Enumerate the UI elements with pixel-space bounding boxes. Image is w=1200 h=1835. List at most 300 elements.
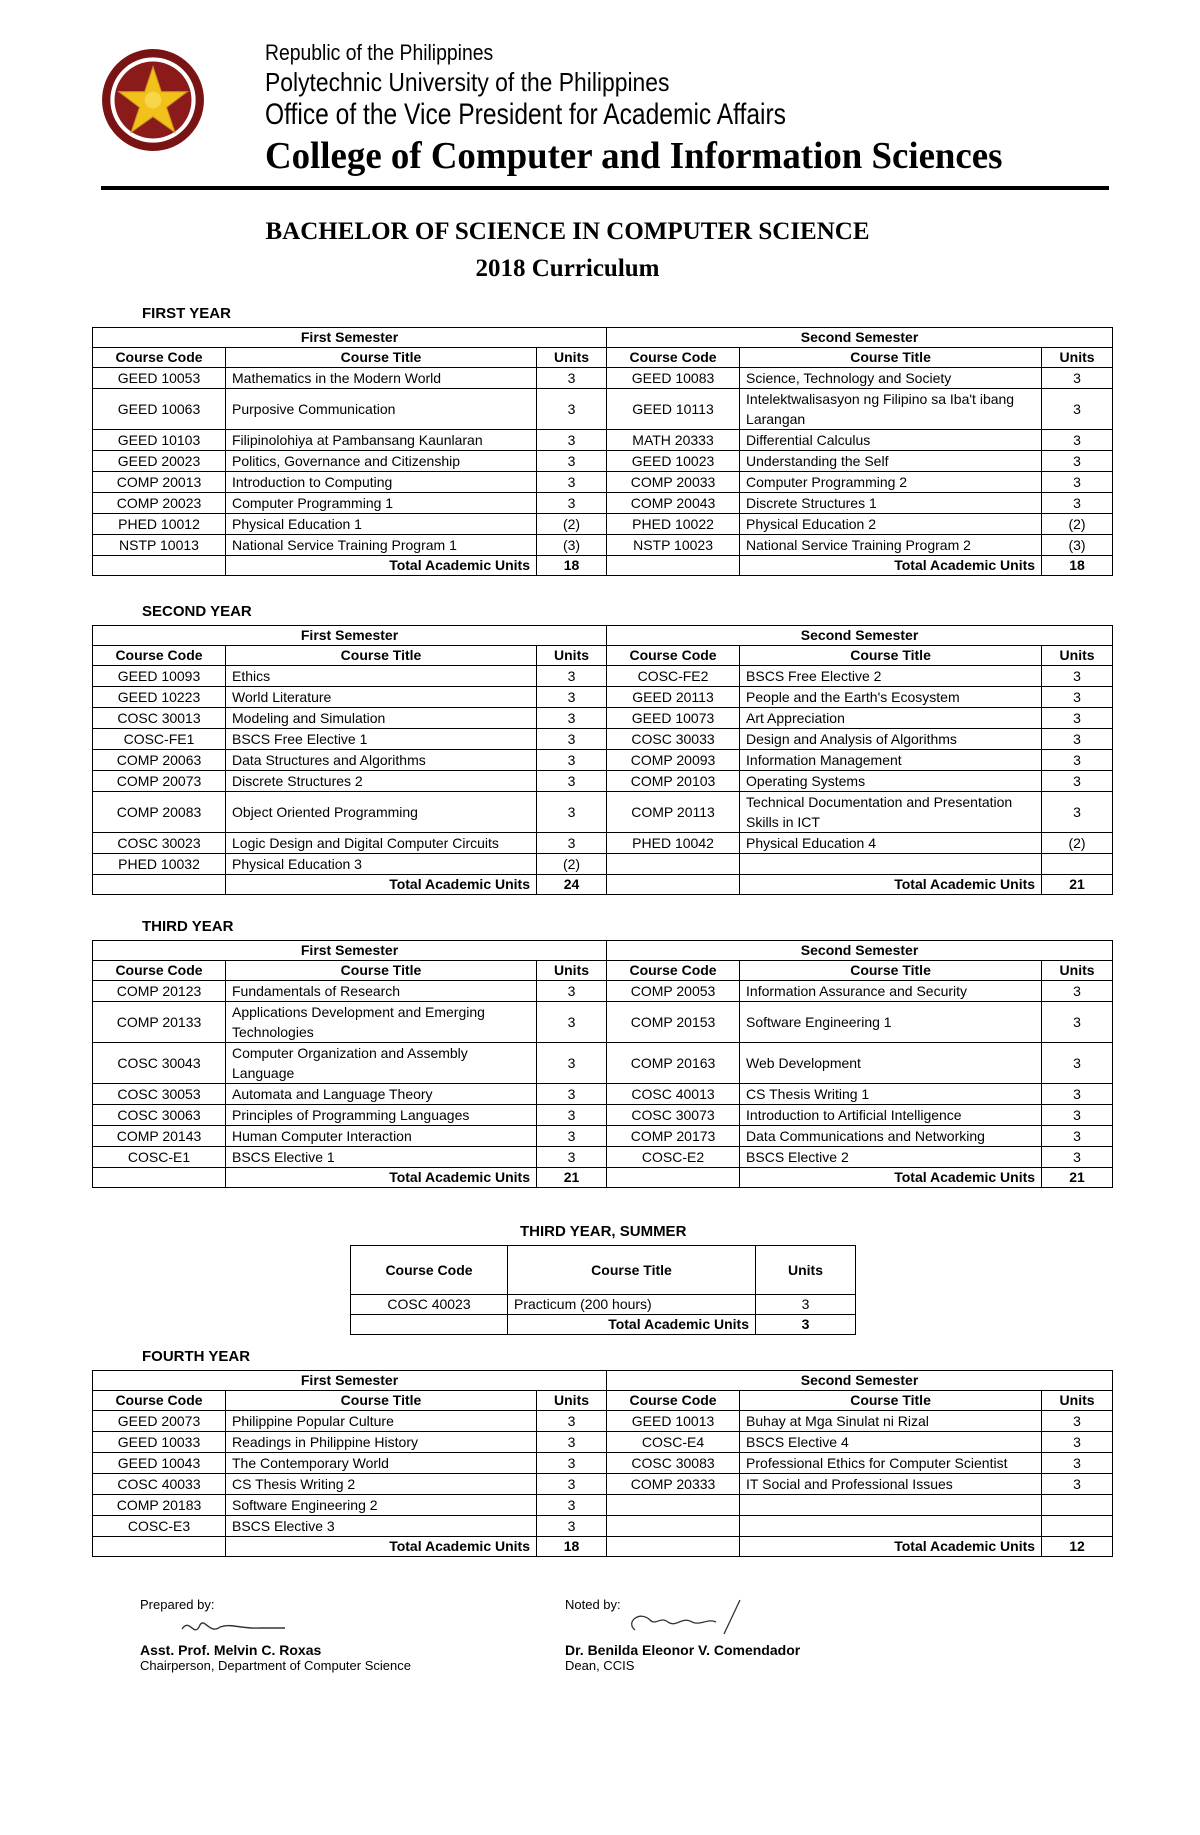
course-code: PHED 10042 <box>607 833 740 854</box>
year-label: FIRST YEAR <box>142 305 231 322</box>
table-row <box>93 687 1113 708</box>
course-units: 3 <box>1042 1043 1113 1084</box>
summer-label: THIRD YEAR, SUMMER <box>520 1223 687 1240</box>
total-units: 21 <box>537 1168 607 1188</box>
course-units: 3 <box>1042 771 1113 792</box>
course-title <box>740 854 1042 875</box>
course-code: GEED 10223 <box>93 687 226 708</box>
course-title: National Service Training Program 1 <box>226 535 537 556</box>
units-header: Units <box>1042 961 1113 981</box>
total-units: 24 <box>537 875 607 895</box>
total-units: 21 <box>1042 1168 1113 1188</box>
course-title: Readings in Philippine History <box>226 1432 537 1453</box>
course-title: Physical Education 2 <box>740 514 1042 535</box>
course-title <box>740 1516 1042 1537</box>
table-row <box>93 472 1113 493</box>
table-row <box>93 514 1113 535</box>
course-title: Ethics <box>226 666 537 687</box>
course-title: Art Appreciation <box>740 708 1042 729</box>
title-header: Course Title <box>226 348 537 368</box>
course-units: 3 <box>537 1126 607 1147</box>
course-title: Modeling and Simulation <box>226 708 537 729</box>
course-title: Computer Organization and Assembly Language <box>226 1043 537 1084</box>
course-title: Discrete Structures 1 <box>740 493 1042 514</box>
course-title: Design and Analysis of Algorithms <box>740 729 1042 750</box>
course-units: 3 <box>1042 1126 1113 1147</box>
course-code: GEED 10103 <box>93 430 226 451</box>
header-rule <box>101 186 1109 190</box>
code-header: Course Code <box>93 646 226 666</box>
course-units: 3 <box>1042 687 1113 708</box>
course-code: GEED 10043 <box>93 1453 226 1474</box>
table-row <box>93 451 1113 472</box>
course-units: 3 <box>1042 1002 1113 1043</box>
course-code: COSC-FE1 <box>93 729 226 750</box>
total-label: Total Academic Units <box>740 1168 1042 1188</box>
course-code: GEED 10073 <box>607 708 740 729</box>
table-row <box>93 430 1113 451</box>
summer-units-header: Units <box>756 1246 856 1295</box>
course-code: GEED 10033 <box>93 1432 226 1453</box>
course-code: GEED 10083 <box>607 368 740 389</box>
course-code: GEED 20113 <box>607 687 740 708</box>
course-units: 3 <box>537 687 607 708</box>
course-title: BSCS Free Elective 1 <box>226 729 537 750</box>
course-units: 3 <box>1042 1432 1113 1453</box>
code-header: Course Code <box>607 1391 740 1411</box>
total-label: Total Academic Units <box>740 1537 1042 1557</box>
course-units: 3 <box>537 1453 607 1474</box>
course-code: COMP 20043 <box>607 493 740 514</box>
course-code: COSC-E2 <box>607 1147 740 1168</box>
units-header: Units <box>537 961 607 981</box>
course-units: 3 <box>1042 708 1113 729</box>
course-title: Software Engineering 1 <box>740 1002 1042 1043</box>
course-code: COSC 30013 <box>93 708 226 729</box>
office-name: Office of the Vice President for Academic Affairs <box>265 98 786 131</box>
table-row <box>351 1295 856 1315</box>
first-semester-header: First Semester <box>93 941 607 961</box>
course-code: COSC 30023 <box>93 833 226 854</box>
course-title: CS Thesis Writing 1 <box>740 1084 1042 1105</box>
table-row <box>93 1516 1113 1537</box>
noted-by-block <box>565 1597 800 1673</box>
course-code: COMP 20063 <box>93 750 226 771</box>
course-units: 3 <box>1042 1474 1113 1495</box>
table-row <box>93 1043 1113 1084</box>
course-title: Philippine Popular Culture <box>226 1411 537 1432</box>
course-units: 3 <box>1042 472 1113 493</box>
course-code: COMP 20073 <box>93 771 226 792</box>
course-code: COSC 30033 <box>607 729 740 750</box>
letterhead <box>95 40 1115 190</box>
prepared-label: Prepared by: <box>140 1597 215 1612</box>
total-units: 3 <box>756 1315 856 1335</box>
course-units <box>1042 1495 1113 1516</box>
total-units: 21 <box>1042 875 1113 895</box>
title-header: Course Title <box>740 961 1042 981</box>
course-units: 3 <box>1042 666 1113 687</box>
course-units: 3 <box>537 1432 607 1453</box>
title-header: Course Title <box>226 646 537 666</box>
course-title: BSCS Elective 2 <box>740 1147 1042 1168</box>
table-row <box>93 729 1113 750</box>
course-title: Discrete Structures 2 <box>226 771 537 792</box>
code-header: Course Code <box>93 1391 226 1411</box>
course-code: GEED 10113 <box>607 389 740 430</box>
course-units: 3 <box>1042 981 1113 1002</box>
course-code: GEED 10063 <box>93 389 226 430</box>
course-units: 3 <box>1042 1147 1113 1168</box>
course-code: COMP 20013 <box>93 472 226 493</box>
course-code: COSC-E4 <box>607 1432 740 1453</box>
course-units: 3 <box>537 430 607 451</box>
course-title: Purposive Communication <box>226 389 537 430</box>
course-units <box>1042 1516 1113 1537</box>
total-row <box>93 556 1113 576</box>
course-title: Buhay at Mga Sinulat ni Rizal <box>740 1411 1042 1432</box>
course-title: Introduction to Computing <box>226 472 537 493</box>
republic-line: Republic of the Philippines <box>265 40 494 65</box>
university-name: Polytechnic University of the Philippines <box>265 67 670 97</box>
course-units: 3 <box>1042 750 1113 771</box>
course-units: 3 <box>1042 451 1113 472</box>
course-units: (2) <box>537 854 607 875</box>
course-title: BSCS Elective 1 <box>226 1147 537 1168</box>
signature-mark-icon <box>180 1611 290 1641</box>
course-units: 3 <box>537 451 607 472</box>
course-units: 3 <box>537 981 607 1002</box>
course-title: Computer Programming 1 <box>226 493 537 514</box>
document-subtitle: 2018 Curriculum <box>475 255 660 282</box>
title-header: Course Title <box>740 1391 1042 1411</box>
course-code <box>607 854 740 875</box>
total-units: 12 <box>1042 1537 1113 1557</box>
first-semester-header: First Semester <box>93 1371 607 1391</box>
course-code: COMP 20153 <box>607 1002 740 1043</box>
course-code: NSTP 10013 <box>93 535 226 556</box>
course-code: COSC 30073 <box>607 1105 740 1126</box>
course-units: 3 <box>537 389 607 430</box>
course-units <box>1042 854 1113 875</box>
course-code: GEED 10053 <box>93 368 226 389</box>
table-row <box>93 1432 1113 1453</box>
course-title: BSCS Free Elective 2 <box>740 666 1042 687</box>
units-header: Units <box>537 348 607 368</box>
signature-mark-icon <box>620 1592 800 1637</box>
course-title: IT Social and Professional Issues <box>740 1474 1042 1495</box>
course-units: 3 <box>1042 389 1113 430</box>
course-units: 3 <box>537 1495 607 1516</box>
table-row <box>93 792 1113 833</box>
code-header: Course Code <box>93 961 226 981</box>
course-code: COMP 20133 <box>93 1002 226 1043</box>
course-units: 3 <box>537 472 607 493</box>
course-code: COSC 30053 <box>93 1084 226 1105</box>
course-code: COSC 40033 <box>93 1474 226 1495</box>
course-title: Information Management <box>740 750 1042 771</box>
table-row <box>93 1453 1113 1474</box>
course-code: GEED 20023 <box>93 451 226 472</box>
course-code: COMP 20123 <box>93 981 226 1002</box>
course-units: 3 <box>537 1105 607 1126</box>
course-units: 3 <box>537 493 607 514</box>
course-code <box>607 1495 740 1516</box>
course-title: CS Thesis Writing 2 <box>226 1474 537 1495</box>
course-units: 3 <box>537 771 607 792</box>
course-code: COSC-FE2 <box>607 666 740 687</box>
second-semester-header: Second Semester <box>607 626 1113 646</box>
table-row <box>93 1084 1113 1105</box>
prepared-by-block <box>140 1597 411 1673</box>
course-code: COMP 20103 <box>607 771 740 792</box>
year-label: FOURTH YEAR <box>142 1348 251 1365</box>
table-row <box>93 1002 1113 1043</box>
total-label: Total Academic Units <box>740 556 1042 576</box>
noted-role: Dean, CCIS <box>565 1658 635 1673</box>
title-header: Course Title <box>740 646 1042 666</box>
total-row <box>93 1168 1113 1188</box>
course-units: 3 <box>537 1474 607 1495</box>
first-semester-header: First Semester <box>93 328 607 348</box>
total-units: 18 <box>537 556 607 576</box>
course-code: PHED 10032 <box>93 854 226 875</box>
units-header: Units <box>537 646 607 666</box>
course-code: COMP 20143 <box>93 1126 226 1147</box>
title-header: Course Title <box>226 1391 537 1411</box>
course-units: 3 <box>1042 1084 1113 1105</box>
course-title: Mathematics in the Modern World <box>226 368 537 389</box>
table-row <box>93 389 1113 430</box>
course-code: PHED 10012 <box>93 514 226 535</box>
course-code: COMP 20023 <box>93 493 226 514</box>
course-title: Information Assurance and Security <box>740 981 1042 1002</box>
course-title: BSCS Elective 3 <box>226 1516 537 1537</box>
course-title: People and the Earth's Ecosystem <box>740 687 1042 708</box>
table-row <box>93 493 1113 514</box>
total-label: Total Academic Units <box>226 1537 537 1557</box>
total-row <box>93 1537 1113 1557</box>
course-units: 3 <box>537 833 607 854</box>
university-seal-icon <box>101 48 205 152</box>
course-units: 3 <box>537 1043 607 1084</box>
course-units: 3 <box>537 1084 607 1105</box>
course-title: Applications Development and Emerging Technologies <box>226 1002 537 1043</box>
course-title: Logic Design and Digital Computer Circuits <box>226 833 537 854</box>
course-units: 3 <box>537 1002 607 1043</box>
course-units: 3 <box>1042 430 1113 451</box>
course-title: Web Development <box>740 1043 1042 1084</box>
total-row <box>351 1315 856 1335</box>
code-header: Course Code <box>93 348 226 368</box>
course-units: 3 <box>537 708 607 729</box>
course-code: COMP 20033 <box>607 472 740 493</box>
summer-code-header: Course Code <box>351 1246 508 1295</box>
course-code: COSC 30043 <box>93 1043 226 1084</box>
course-title: Technical Documentation and Presentation Skills in ICT <box>740 792 1042 833</box>
course-code: GEED 10093 <box>93 666 226 687</box>
course-title: Computer Programming 2 <box>740 472 1042 493</box>
course-units: 3 <box>537 1147 607 1168</box>
course-title: Filipinolohiya at Pambansang Kaunlaran <box>226 430 537 451</box>
table-row <box>93 1105 1113 1126</box>
total-row <box>93 875 1113 895</box>
table-row <box>93 1411 1113 1432</box>
course-units: 3 <box>1042 1411 1113 1432</box>
course-title: Physical Education 4 <box>740 833 1042 854</box>
course-code: COMP 20083 <box>93 792 226 833</box>
course-title: Practicum (200 hours) <box>508 1295 756 1315</box>
course-title: Fundamentals of Research <box>226 981 537 1002</box>
noted-label: Noted by: <box>565 1597 621 1612</box>
course-code: COMP 20093 <box>607 750 740 771</box>
course-units: (3) <box>1042 535 1113 556</box>
course-units: 3 <box>537 750 607 771</box>
course-units: (2) <box>537 514 607 535</box>
table-row <box>93 1495 1113 1516</box>
second-semester-header: Second Semester <box>607 1371 1113 1391</box>
course-units: 3 <box>537 1411 607 1432</box>
curriculum-table <box>92 940 1113 1188</box>
course-units: 3 <box>537 666 607 687</box>
course-code: COSC 30063 <box>93 1105 226 1126</box>
course-code: GEED 10013 <box>607 1411 740 1432</box>
total-label: Total Academic Units <box>226 1168 537 1188</box>
units-header: Units <box>537 1391 607 1411</box>
course-code: COMP 20113 <box>607 792 740 833</box>
table-row <box>93 1147 1113 1168</box>
table-row <box>93 535 1113 556</box>
second-semester-header: Second Semester <box>607 941 1113 961</box>
table-row <box>93 771 1113 792</box>
total-label: Total Academic Units <box>740 875 1042 895</box>
course-units: (2) <box>1042 833 1113 854</box>
course-title: Professional Ethics for Computer Scientist <box>740 1453 1042 1474</box>
course-units: 3 <box>1042 1453 1113 1474</box>
course-title: World Literature <box>226 687 537 708</box>
year-label: SECOND YEAR <box>142 603 252 620</box>
course-title: Physical Education 1 <box>226 514 537 535</box>
year-label: THIRD YEAR <box>142 918 234 935</box>
course-code: NSTP 10023 <box>607 535 740 556</box>
course-units: 3 <box>537 1516 607 1537</box>
course-title <box>740 1495 1042 1516</box>
course-code: COSC 30083 <box>607 1453 740 1474</box>
course-units: 3 <box>1042 729 1113 750</box>
prepared-role: Chairperson, Department of Computer Science <box>140 1658 411 1673</box>
total-label: Total Academic Units <box>226 556 537 576</box>
course-code: COMP 20183 <box>93 1495 226 1516</box>
course-code: COMP 20173 <box>607 1126 740 1147</box>
course-title: National Service Training Program 2 <box>740 535 1042 556</box>
course-title: Politics, Governance and Citizenship <box>226 451 537 472</box>
course-title: Human Computer Interaction <box>226 1126 537 1147</box>
course-units: 3 <box>756 1295 856 1315</box>
course-code: GEED 10023 <box>607 451 740 472</box>
course-units: 3 <box>1042 792 1113 833</box>
course-units: 3 <box>537 792 607 833</box>
course-code: PHED 10022 <box>607 514 740 535</box>
course-code: GEED 20073 <box>93 1411 226 1432</box>
table-row <box>93 833 1113 854</box>
course-code: COMP 20163 <box>607 1043 740 1084</box>
curriculum-table <box>92 1370 1113 1557</box>
course-title: Software Engineering 2 <box>226 1495 537 1516</box>
course-units: (2) <box>1042 514 1113 535</box>
course-code <box>607 1516 740 1537</box>
course-code: COMP 20053 <box>607 981 740 1002</box>
course-title: Data Structures and Algorithms <box>226 750 537 771</box>
second-semester-header: Second Semester <box>607 328 1113 348</box>
college-name: College of Computer and Information Sciences <box>265 135 1003 177</box>
course-code: COMP 20333 <box>607 1474 740 1495</box>
course-title: The Contemporary World <box>226 1453 537 1474</box>
total-units: 18 <box>537 1537 607 1557</box>
table-row <box>93 368 1113 389</box>
course-units: 3 <box>1042 1105 1113 1126</box>
course-title: BSCS Elective 4 <box>740 1432 1042 1453</box>
total-units: 18 <box>1042 556 1113 576</box>
course-units: 3 <box>537 729 607 750</box>
first-semester-header: First Semester <box>93 626 607 646</box>
units-header: Units <box>1042 1391 1113 1411</box>
course-title: Physical Education 3 <box>226 854 537 875</box>
table-row <box>93 1474 1113 1495</box>
course-units: 3 <box>537 368 607 389</box>
prepared-name: Asst. Prof. Melvin C. Roxas <box>140 1642 322 1658</box>
course-title: Differential Calculus <box>740 430 1042 451</box>
total-label: Total Academic Units <box>508 1315 756 1335</box>
course-title: Principles of Programming Languages <box>226 1105 537 1126</box>
code-header: Course Code <box>607 348 740 368</box>
table-row <box>93 708 1113 729</box>
course-title: Introduction to Artificial Intelligence <box>740 1105 1042 1126</box>
course-code: COSC 40013 <box>607 1084 740 1105</box>
course-code: COSC-E3 <box>93 1516 226 1537</box>
course-title: Understanding the Self <box>740 451 1042 472</box>
table-row <box>93 854 1113 875</box>
table-row <box>93 750 1113 771</box>
table-row <box>93 1126 1113 1147</box>
course-title: Automata and Language Theory <box>226 1084 537 1105</box>
course-code: COSC-E1 <box>93 1147 226 1168</box>
course-title: Data Communications and Networking <box>740 1126 1042 1147</box>
units-header: Units <box>1042 348 1113 368</box>
title-header: Course Title <box>226 961 537 981</box>
code-header: Course Code <box>607 646 740 666</box>
table-row <box>93 666 1113 687</box>
course-units: 3 <box>1042 368 1113 389</box>
units-header: Units <box>1042 646 1113 666</box>
course-title: Object Oriented Programming <box>226 792 537 833</box>
course-code: MATH 20333 <box>607 430 740 451</box>
title-header: Course Title <box>740 348 1042 368</box>
course-title: Intelektwalisasyon ng Filipino sa Iba't ibang Larangan <box>740 389 1042 430</box>
total-label: Total Academic Units <box>226 875 537 895</box>
summer-table <box>350 1245 856 1335</box>
summer-title-header: Course Title <box>508 1246 756 1295</box>
course-title: Science, Technology and Society <box>740 368 1042 389</box>
code-header: Course Code <box>607 961 740 981</box>
course-units: 3 <box>1042 493 1113 514</box>
course-title: Operating Systems <box>740 771 1042 792</box>
course-code: COSC 40023 <box>351 1295 508 1315</box>
course-units: (3) <box>537 535 607 556</box>
curriculum-table <box>92 327 1113 576</box>
document-title: BACHELOR OF SCIENCE IN COMPUTER SCIENCE <box>265 218 870 245</box>
table-row <box>93 981 1113 1002</box>
curriculum-table <box>92 625 1113 895</box>
